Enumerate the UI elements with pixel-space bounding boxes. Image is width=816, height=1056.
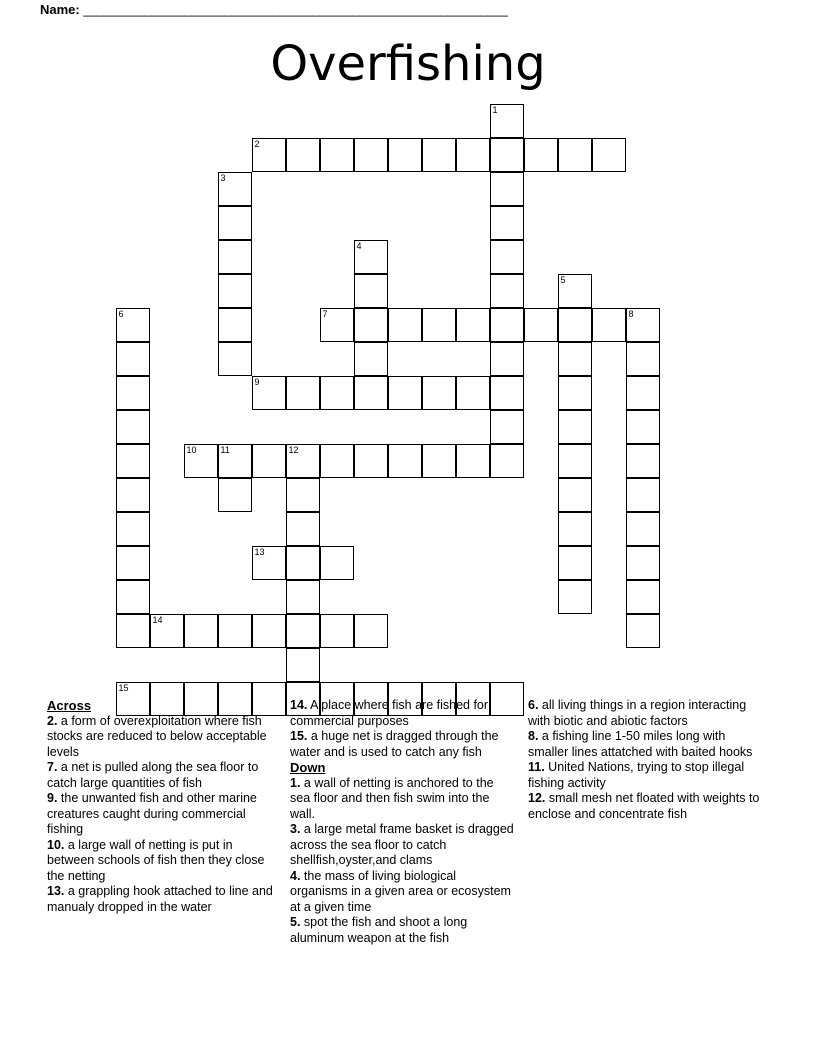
grid-cell[interactable] [286,648,320,682]
down-clue-1 [290,776,515,823]
grid-cell[interactable] [320,444,354,478]
grid-cell[interactable] [490,172,524,206]
clue-text: a huge net is dragged through the water and is used to catch any fish [290,729,499,759]
clue-number: 2. [47,713,58,728]
clue-text: spot the fish and shoot a long aluminum weapon at the fish [290,915,468,945]
grid-cell[interactable] [354,614,388,648]
grid-cell[interactable] [524,308,558,342]
grid-cell-number: 8 [628,309,634,319]
grid-cell[interactable] [558,342,592,376]
clue-number: 4. [290,868,301,883]
grid-cell[interactable] [286,376,320,410]
clue-number: 14. [290,698,308,712]
clue-text: the mass of living biological organisms in a given area or ecosystem at a given time [290,868,511,914]
grid-cell[interactable] [626,512,660,546]
grid-cell[interactable] [286,478,320,512]
grid-cell[interactable] [558,444,592,478]
grid-cell-number: 6 [118,309,124,319]
clue-number: 9. [47,791,58,805]
clues-column-2 [290,698,515,946]
grid-cell[interactable] [252,138,286,172]
grid-cell[interactable] [218,274,252,308]
clue-number: 8. [528,729,539,743]
grid-cell-number: 3 [220,173,226,183]
down-clue-8 [528,729,766,760]
name-field-row [40,2,760,17]
grid-cell[interactable] [490,104,524,138]
grid-cell[interactable] [116,546,150,580]
name-label: Name: [40,2,80,17]
grid-cell[interactable] [320,308,354,342]
grid-cell[interactable] [490,342,524,376]
grid-cell-number: 2 [254,139,260,149]
across-clue-7 [47,760,283,791]
across-clue-9 [47,791,283,838]
grid-cell[interactable] [456,376,490,410]
grid-cell[interactable] [218,478,252,512]
grid-cell[interactable] [252,614,286,648]
grid-cell[interactable] [422,138,456,172]
grid-cell[interactable] [116,308,150,342]
clue-number: 3. [290,822,301,836]
grid-cell-number: 9 [254,377,260,387]
grid-cell-number: 14 [152,615,163,625]
grid-cell[interactable] [490,444,524,478]
grid-cell[interactable] [218,342,252,376]
grid-cell[interactable] [388,376,422,410]
grid-cell[interactable] [388,138,422,172]
grid-cell[interactable] [320,376,354,410]
grid-cell[interactable] [592,138,626,172]
clue-number: 11. [528,760,545,774]
grid-cell[interactable] [558,138,592,172]
clue-text: the unwanted fish and other marine creatures caught during commercial fishing [47,791,257,836]
grid-cell[interactable] [388,308,422,342]
down-heading: Down [290,760,326,775]
grid-cell[interactable] [490,206,524,240]
page-title: Overfishing [270,36,546,92]
grid-cell[interactable] [218,614,252,648]
grid-cell[interactable] [626,614,660,648]
clue-text: a grappling hook attached to line and manualy dropped in the water [47,884,273,914]
down-clue-5 [290,915,515,946]
clue-text: a fishing line 1-50 miles long with smaller lines attatched with baited hooks [528,729,753,759]
grid-cell[interactable] [558,410,592,444]
grid-cell[interactable] [218,308,252,342]
clue-number: 1. [290,775,301,790]
grid-cell[interactable] [626,478,660,512]
grid-cell[interactable] [252,376,286,410]
clue-text: A place where fish are fished for commercial purposes [290,698,489,728]
grid-cell-number: 11 [220,445,230,455]
clue-text: all living things in a region interacting with biotic and abiotic factors [528,698,747,728]
grid-cell[interactable] [422,308,456,342]
grid-cell[interactable] [320,138,354,172]
grid-cell[interactable] [456,138,490,172]
down-clue-4 [290,869,515,916]
grid-cell[interactable] [626,410,660,444]
grid-cell[interactable] [490,308,524,342]
clues-column-3 [528,698,766,822]
grid-cell-number: 1 [492,105,498,115]
grid-cell[interactable] [354,444,388,478]
grid-cell[interactable] [388,444,422,478]
clue-number: 15. [290,729,308,743]
down-clue-6 [528,698,766,729]
grid-cell[interactable] [354,240,388,274]
down-clue-11 [528,760,766,791]
grid-cell[interactable] [558,478,592,512]
across-clue-15 [290,729,515,760]
grid-cell[interactable] [116,444,150,478]
grid-cell[interactable] [422,444,456,478]
grid-cell[interactable] [558,274,592,308]
grid-cell[interactable] [218,240,252,274]
grid-cell[interactable] [626,444,660,478]
clue-text: a net is pulled along the sea floor to catch large quantities of fish [47,760,259,790]
grid-cell[interactable] [218,444,252,478]
grid-cell[interactable] [490,274,524,308]
clue-text: a large metal frame basket is dragged across the sea floor to catch shellfish,oyster,and clams [290,822,514,867]
grid-cell-number: 12 [288,445,299,455]
grid-cell[interactable] [422,376,456,410]
clue-text: a wall of netting is anchored to the sea floor and then fish swim into the wall. [290,775,494,821]
clues-column-1 [47,698,283,915]
grid-cell[interactable] [286,614,320,648]
across-clue-14 [290,698,515,729]
grid-cell-number: 10 [186,445,197,455]
grid-cell[interactable] [286,138,320,172]
grid-cell[interactable] [252,546,286,580]
grid-cell[interactable] [218,172,252,206]
grid-cell-number: 4 [356,241,362,251]
grid-cell[interactable] [286,512,320,546]
clue-number: 5. [290,915,301,929]
grid-cell[interactable] [116,478,150,512]
clues-area [0,698,816,998]
grid-cell[interactable] [354,342,388,376]
clue-text: a form of overexploitation where fish stocks are reduced to below acceptable levels [47,713,267,759]
across-heading: Across [47,698,92,713]
grid-cell[interactable] [626,580,660,614]
clue-text: a large wall of netting is put in between schools of fish then they close the netting [47,837,265,883]
grid-cell[interactable] [218,206,252,240]
grid-cell[interactable] [286,580,320,614]
across-clue-2 [47,714,283,761]
grid-cell[interactable] [456,308,490,342]
grid-cell[interactable] [354,138,388,172]
grid-cell[interactable] [320,546,354,580]
grid-cell[interactable] [286,546,320,580]
grid-cell[interactable] [116,614,150,648]
grid-cell[interactable] [184,614,218,648]
grid-cell-number: 5 [560,275,566,285]
grid-cell[interactable] [354,376,388,410]
across-clue-13 [47,884,283,915]
grid-cell[interactable] [150,614,184,648]
grid-cell[interactable] [524,138,558,172]
down-clue-12 [528,791,766,822]
grid-cell[interactable] [116,376,150,410]
across-clue-10 [47,838,283,885]
grid-cell[interactable] [354,274,388,308]
name-write-line: _______________________________________________________________ [83,2,508,17]
clue-number: 12. [528,791,546,805]
grid-cell[interactable] [626,342,660,376]
grid-cell[interactable] [184,444,218,478]
clue-text: small mesh net floated with weights to enclose and concentrate fish [528,791,760,821]
grid-cell[interactable] [558,376,592,410]
grid-cell[interactable] [456,444,490,478]
clue-number: 7. [47,760,58,774]
grid-cell[interactable] [626,308,660,342]
clue-number: 6. [528,698,539,712]
grid-cell[interactable] [558,580,592,614]
grid-cell[interactable] [626,376,660,410]
grid-cell[interactable] [116,410,150,444]
grid-cell[interactable] [592,308,626,342]
grid-cell[interactable] [286,444,320,478]
grid-cell[interactable] [558,512,592,546]
grid-cell[interactable] [490,138,524,172]
clue-text: United Nations, trying to stop illegal fishing activity [528,760,745,790]
grid-cell[interactable] [558,546,592,580]
grid-cell[interactable] [320,614,354,648]
grid-cell[interactable] [252,444,286,478]
clue-number: 13. [47,884,65,898]
grid-cell[interactable] [116,580,150,614]
grid-cell[interactable] [490,410,524,444]
grid-cell[interactable] [558,308,592,342]
grid-cell-number: 7 [322,309,328,319]
grid-cell[interactable] [490,376,524,410]
grid-cell[interactable] [626,546,660,580]
grid-cell[interactable] [354,308,388,342]
down-clue-3 [290,822,515,869]
grid-cell[interactable] [490,240,524,274]
grid-cell[interactable] [116,342,150,376]
grid-cell-number: 15 [118,683,129,693]
grid-cell[interactable] [116,512,150,546]
clue-number: 10. [47,837,65,852]
grid-cell-number: 13 [254,547,265,557]
crossword-grid [0,104,816,696]
